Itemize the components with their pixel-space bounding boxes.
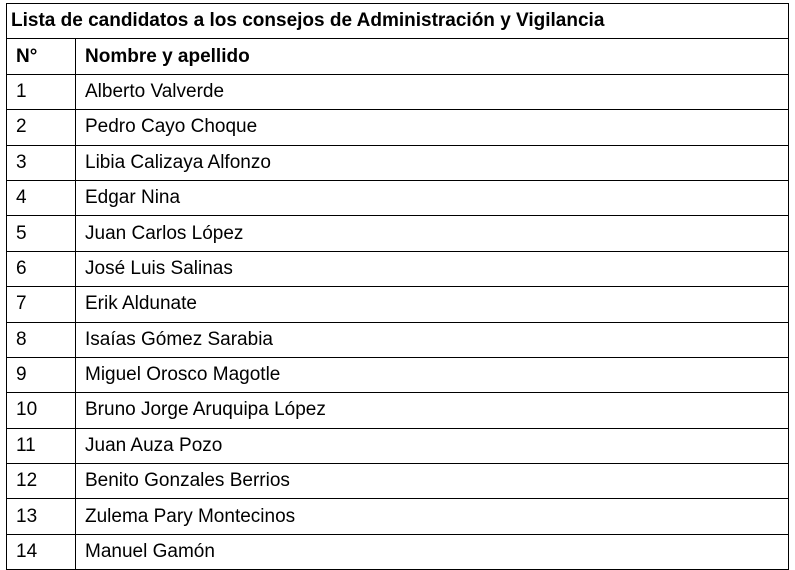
row-number-cell: 7 bbox=[7, 287, 76, 322]
table-row bbox=[7, 534, 789, 569]
row-number-cell: 5 bbox=[7, 216, 76, 251]
candidate-name-cell: Erik Aldunate bbox=[76, 287, 789, 322]
table-row bbox=[7, 499, 789, 534]
table-row bbox=[7, 464, 789, 499]
table-row bbox=[7, 322, 789, 357]
row-number-cell: 3 bbox=[7, 145, 76, 180]
table-row bbox=[7, 216, 789, 251]
table-row bbox=[7, 145, 789, 180]
candidate-name-cell: Manuel Gamón bbox=[76, 534, 789, 569]
table-row bbox=[7, 110, 789, 145]
header-row bbox=[7, 39, 789, 74]
candidate-name-cell: Miguel Orosco Magotle bbox=[76, 357, 789, 392]
table-row bbox=[7, 180, 789, 215]
table-row bbox=[7, 74, 789, 109]
row-number-cell: 13 bbox=[7, 499, 76, 534]
row-number-cell: 9 bbox=[7, 357, 76, 392]
candidate-name-cell: Bruno Jorge Aruquipa López bbox=[76, 393, 789, 428]
table-row bbox=[7, 287, 789, 322]
candidate-name-cell: Zulema Pary Montecinos bbox=[76, 499, 789, 534]
candidate-name-cell: Edgar Nina bbox=[76, 180, 789, 215]
table-title: Lista de candidatos a los consejos de Administración y Vigilancia bbox=[7, 4, 789, 39]
table-row bbox=[7, 251, 789, 286]
candidates-sheet bbox=[6, 3, 788, 570]
table-row bbox=[7, 357, 789, 392]
row-number-cell: 1 bbox=[7, 74, 76, 109]
row-number-cell: 4 bbox=[7, 180, 76, 215]
candidate-name-cell: Libia Calizaya Alfonzo bbox=[76, 145, 789, 180]
column-header-name: Nombre y apellido bbox=[76, 39, 789, 74]
candidate-name-cell: José Luis Salinas bbox=[76, 251, 789, 286]
candidate-name-cell: Juan Auza Pozo bbox=[76, 428, 789, 463]
title-row bbox=[7, 4, 789, 39]
candidate-name-cell: Juan Carlos López bbox=[76, 216, 789, 251]
row-number-cell: 14 bbox=[7, 534, 76, 569]
column-header-number: N° bbox=[7, 39, 76, 74]
table-body bbox=[7, 74, 789, 569]
table-row bbox=[7, 393, 789, 428]
row-number-cell: 6 bbox=[7, 251, 76, 286]
row-number-cell: 2 bbox=[7, 110, 76, 145]
row-number-cell: 8 bbox=[7, 322, 76, 357]
candidates-table bbox=[6, 3, 789, 570]
candidate-name-cell: Benito Gonzales Berrios bbox=[76, 464, 789, 499]
candidate-name-cell: Isaías Gómez Sarabia bbox=[76, 322, 789, 357]
row-number-cell: 10 bbox=[7, 393, 76, 428]
table-row bbox=[7, 428, 789, 463]
candidate-name-cell: Alberto Valverde bbox=[76, 74, 789, 109]
row-number-cell: 12 bbox=[7, 464, 76, 499]
candidate-name-cell: Pedro Cayo Choque bbox=[76, 110, 789, 145]
row-number-cell: 11 bbox=[7, 428, 76, 463]
